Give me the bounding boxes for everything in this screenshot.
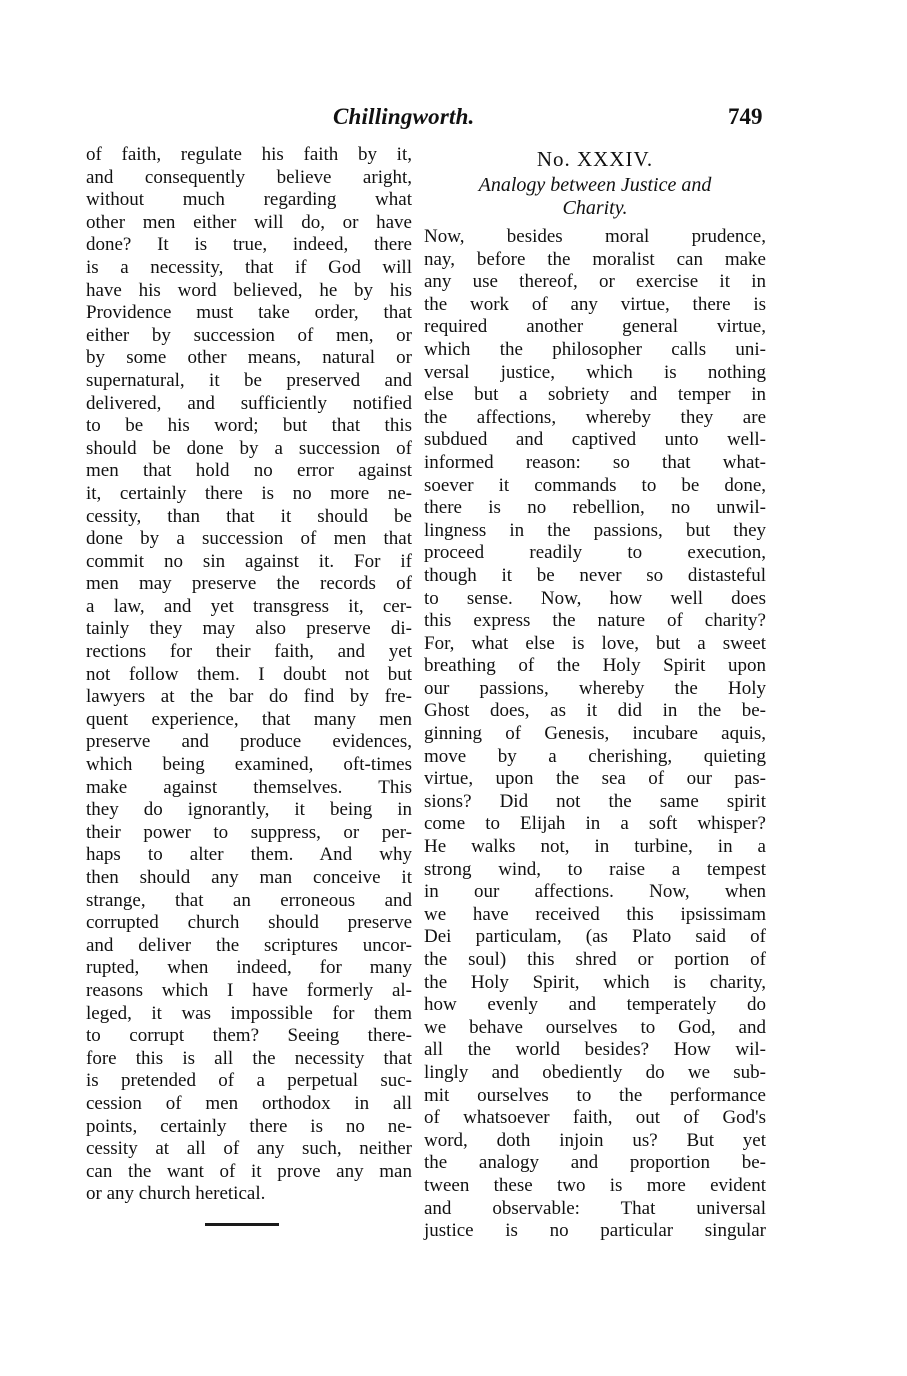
text-line: tween these two is more evident — [424, 1174, 766, 1196]
text-line: to be his word; but that this — [86, 415, 412, 437]
end-rule — [205, 1223, 279, 1226]
text-line: without much regarding what — [86, 189, 412, 211]
left-column — [86, 144, 412, 1206]
text-line: informed reason: so that what- — [424, 451, 766, 473]
text-line: to sense. Now, how well does — [424, 587, 766, 609]
right-column-body — [424, 226, 766, 1243]
text-line: corrupted church should preserve — [86, 912, 412, 934]
text-line: the affections, whereby they are — [424, 406, 766, 428]
text-line: which being examined, oft-times — [86, 754, 412, 776]
text-line: either by succession of men, or — [86, 324, 412, 346]
text-line: tainly they may also preserve di- — [86, 618, 412, 640]
text-line: nay, before the moralist can make — [424, 248, 766, 270]
text-line: the work of any virtue, there is — [424, 293, 766, 315]
article-title-line: Analogy between Justice and — [478, 174, 712, 196]
page-header — [0, 104, 907, 138]
text-line: points, certainly there is no ne- — [86, 1115, 412, 1137]
article-title-line: Charity. — [562, 197, 628, 219]
text-line: and consequently believe aright, — [86, 166, 412, 188]
text-line: it, certainly there is no more ne- — [86, 482, 412, 504]
text-line: which the philosopher calls uni- — [424, 338, 766, 360]
text-line: done by a succession of men that — [86, 528, 412, 550]
text-line: done? It is true, indeed, there — [86, 234, 412, 256]
text-line: how evenly and temperately do — [424, 994, 766, 1016]
text-line: lingly and obediently do we sub- — [424, 1061, 766, 1083]
text-line: Now, besides moral prudence, — [424, 226, 766, 247]
text-line: versal justice, which is nothing — [424, 361, 766, 383]
text-line: He walks not, in turbine, in a — [424, 836, 766, 858]
text-line: is a necessity, that if God will — [86, 256, 412, 278]
text-line: their power to suppress, or per- — [86, 821, 412, 843]
text-line: justice is no particular singular — [424, 1220, 766, 1242]
text-line: fore this is all the necessity that — [86, 1047, 412, 1069]
text-line: make against themselves. This — [86, 776, 412, 798]
text-line: we have received this ipsissimam — [424, 903, 766, 925]
text-line: cession of men orthodox in all — [86, 1092, 412, 1114]
text-line: men that hold no error against — [86, 460, 412, 482]
right-column — [424, 144, 766, 1243]
text-line: our passions, whereby the Holy — [424, 677, 766, 699]
text-line: all the world besides? How wil- — [424, 1039, 766, 1061]
text-line: lingness in the passions, but they — [424, 519, 766, 541]
text-line: required another general virtue, — [424, 316, 766, 338]
text-line: to corrupt them? Seeing there- — [86, 1025, 412, 1047]
text-line: of whatsoever faith, out of God's — [424, 1107, 766, 1129]
text-line: lawyers at the bar do find by fre- — [86, 686, 412, 708]
text-line: have his word believed, he by his — [86, 279, 412, 301]
text-line: we behave ourselves to God, and — [424, 1016, 766, 1038]
text-line: is pretended of a perpetual suc- — [86, 1070, 412, 1092]
text-line: though it be never so distasteful — [424, 564, 766, 586]
section-number-heading: No. XXXIV. — [536, 147, 654, 171]
text-line: Ghost does, as it did in the be- — [424, 700, 766, 722]
text-line: sions? Did not the same spirit — [424, 790, 766, 812]
text-line: cessity, than that it should be — [86, 505, 412, 527]
text-line: and deliver the scriptures uncor- — [86, 934, 412, 956]
text-line: the soul) this shred or portion of — [424, 949, 766, 970]
text-line: mit ourselves to the performance — [424, 1084, 766, 1106]
text-line: supernatural, it be preserved and — [86, 369, 412, 391]
text-line: men may preserve the records of — [86, 573, 412, 595]
text-line: strange, that an erroneous and — [86, 889, 412, 911]
text-line: the Holy Spirit, which is charity, — [424, 971, 766, 993]
text-line: or any church heretical. — [86, 1183, 266, 1205]
text-line: quent experience, that many men — [86, 708, 412, 730]
text-line: of faith, regulate his faith by it, — [86, 144, 412, 165]
text-line: then should any man conceive it — [86, 867, 412, 888]
text-line: subdued and captived unto well- — [424, 429, 766, 451]
text-line: reasons which I have formerly al- — [86, 979, 412, 1001]
text-line: and observable: That universal — [424, 1197, 766, 1219]
text-line: haps to alter them. And why — [86, 844, 412, 866]
text-line: come to Elijah in a soft whisper? — [424, 813, 766, 835]
text-line: rections for their faith, and yet — [86, 641, 412, 663]
text-line: else but a sobriety and temper in — [424, 384, 766, 406]
text-line: should be done by a succession of — [86, 437, 412, 459]
text-line: the analogy and proportion be- — [424, 1152, 766, 1174]
text-line: ginning of Genesis, incubare aquis, — [424, 723, 766, 745]
text-line: breathing of the Holy Spirit upon — [424, 655, 766, 677]
text-line: commit no sin against it. For if — [86, 550, 412, 572]
text-line: strong wind, to raise a tempest — [424, 858, 766, 880]
text-line: soever it commands to be done, — [424, 474, 766, 496]
text-line: not follow them. I doubt not but — [86, 663, 412, 685]
text-line: by some other means, natural or — [86, 347, 412, 369]
text-line: For, what else is love, but a sweet — [424, 632, 766, 654]
text-line: a law, and yet transgress it, cer- — [86, 595, 412, 617]
article-title — [424, 174, 766, 220]
text-line: in our affections. Now, when — [424, 881, 766, 903]
text-line: Dei particulam, (as Plato said of — [424, 926, 766, 948]
text-line: they do ignorantly, it being in — [86, 799, 412, 821]
text-line: preserve and produce evidences, — [86, 731, 412, 753]
text-line: delivered, and sufficiently notified — [86, 392, 412, 414]
text-line: other men either will do, or have — [86, 211, 412, 233]
text-line: leged, it was impossible for them — [86, 1002, 412, 1024]
text-line: cessity at all of any such, neither — [86, 1138, 412, 1160]
text-line: virtue, upon the sea of our pas- — [424, 768, 766, 790]
text-line: proceed readily to execution, — [424, 542, 766, 564]
text-line: word, doth injoin us? But yet — [424, 1129, 766, 1151]
text-line: this express the nature of charity? — [424, 610, 766, 632]
text-line: can the want of it prove any man — [86, 1160, 412, 1182]
page-number: 749 — [728, 104, 763, 129]
text-line: rupted, when indeed, for many — [86, 957, 412, 979]
text-line: Providence must take order, that — [86, 302, 412, 324]
running-title: Chillingworth. — [333, 104, 475, 129]
text-line: there is no rebellion, no unwil- — [424, 497, 766, 519]
text-line: move by a cherishing, quieting — [424, 745, 766, 767]
text-line: any use thereof, or exercise it in — [424, 271, 766, 293]
